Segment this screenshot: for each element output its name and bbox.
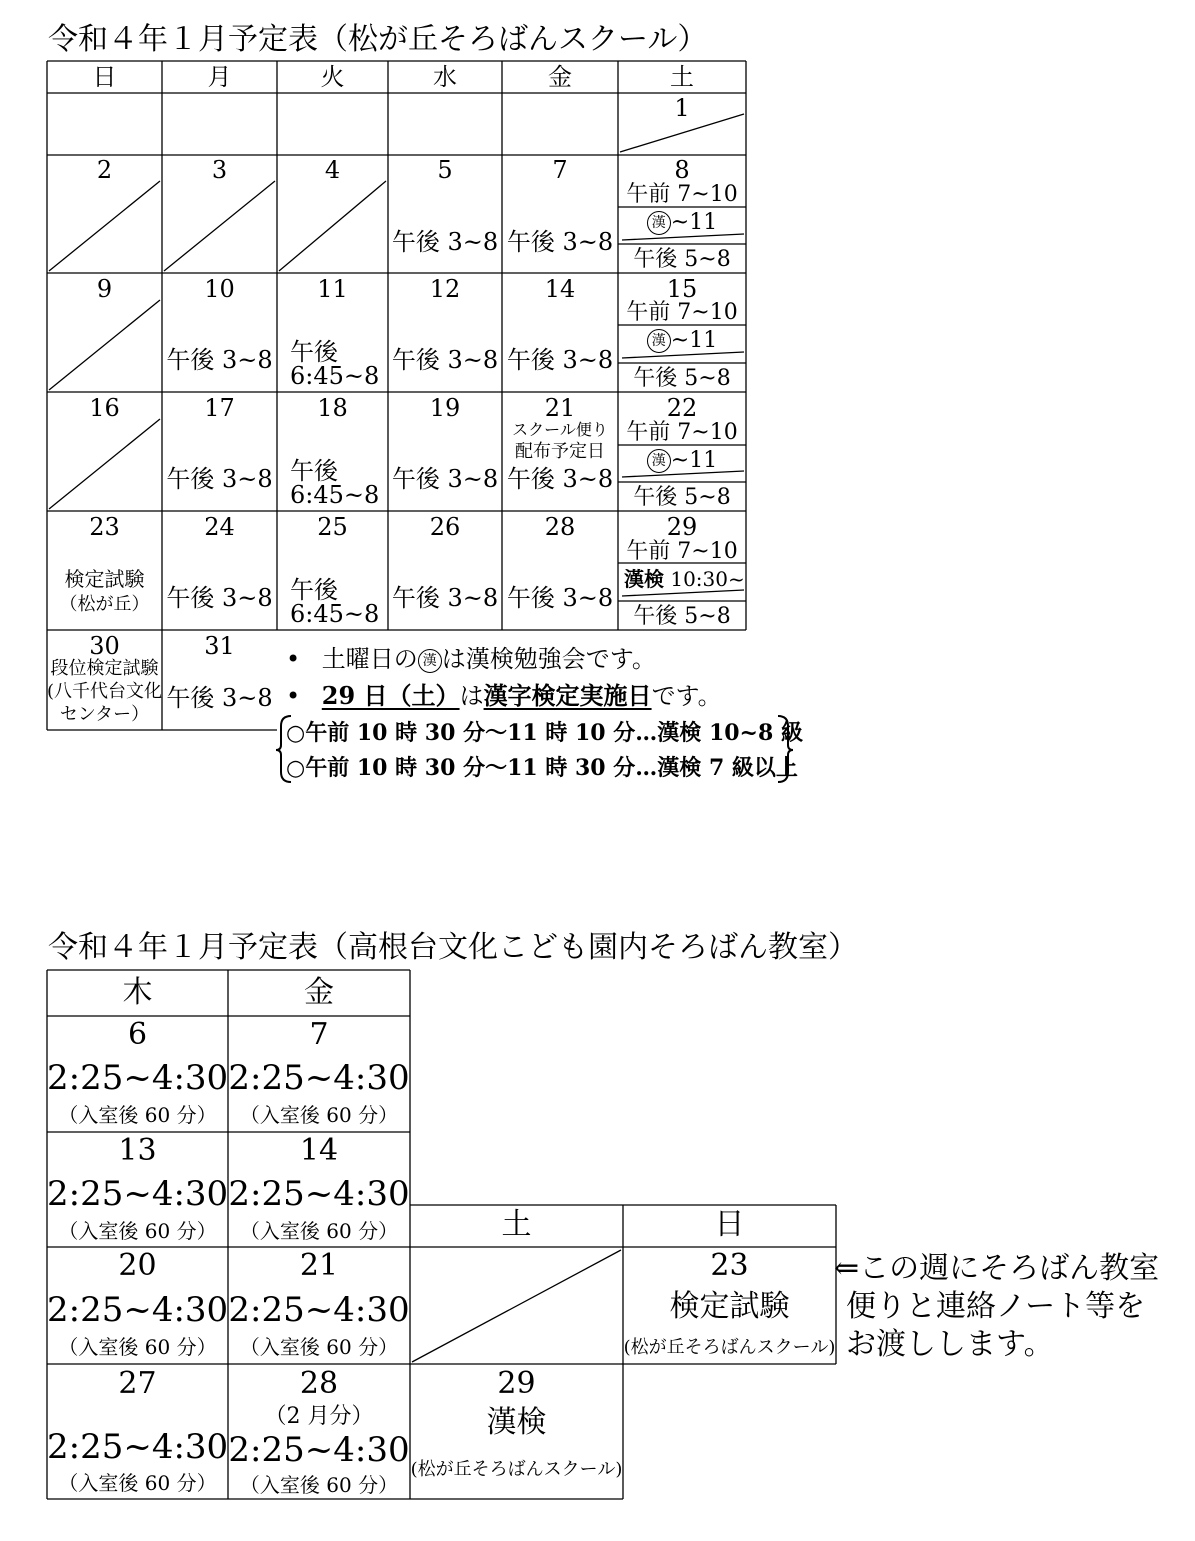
- header-sat-2: 土: [501, 1207, 532, 1242]
- note-2: • 29 日（土）は漢字検定実施日です。: [286, 681, 722, 710]
- d23-note-2: （松が丘）: [59, 594, 150, 615]
- day-23: 23: [89, 513, 120, 541]
- side-note-2: 便りと連絡ノート等を: [846, 1289, 1146, 1324]
- day-29: 29: [666, 513, 698, 541]
- header-sat: 土: [670, 63, 694, 91]
- d21-note-1: スクール便り: [512, 420, 608, 439]
- time-11-label: 午後: [290, 338, 338, 366]
- sat22-kan: 漢 ~11: [618, 448, 746, 474]
- day-30: 30: [89, 632, 120, 660]
- time-19: 午後 3~8: [391, 465, 499, 493]
- d23-note-1: 検定試験: [64, 567, 145, 591]
- circle-icon: ○: [286, 720, 306, 746]
- day-1: 1: [674, 94, 690, 122]
- c2-time-20: 2:25~4:30: [47, 1290, 229, 1330]
- c2-sub-27: （入室後 60 分）: [58, 1471, 217, 1495]
- time-14: 午後 3~8: [506, 346, 614, 374]
- time-24: 午後 3~8: [166, 584, 273, 612]
- time-12: 午後 3~8: [391, 346, 499, 374]
- c2-day-13: 13: [118, 1133, 157, 1168]
- sat29-am: 午前 7~10: [626, 539, 738, 564]
- time-7: 午後 3~8: [506, 228, 614, 256]
- day-15: 15: [666, 275, 698, 303]
- c2-day-7: 7: [309, 1017, 329, 1052]
- day-7: 7: [552, 156, 568, 184]
- kan-circle-icon: 漢: [647, 449, 671, 473]
- c2-time-21: 2:25~4:30: [228, 1290, 410, 1330]
- day-26: 26: [429, 513, 461, 541]
- day-4: 4: [324, 156, 341, 184]
- day-31: 31: [204, 632, 235, 660]
- c2-time-13: 2:25~4:30: [47, 1174, 229, 1214]
- c2-day-21: 21: [299, 1248, 339, 1283]
- day-8: 8: [674, 156, 690, 184]
- c2-text-29: 漢検: [486, 1405, 547, 1440]
- c2-sub-13: （入室後 60 分）: [58, 1219, 217, 1243]
- c2-feb-28: （2 月分）: [264, 1404, 374, 1429]
- day-19: 19: [429, 394, 461, 422]
- note-1: • 土曜日の 漢 は漢検勉強会です。: [286, 645, 656, 673]
- time-28: 午後 3~8: [506, 584, 614, 612]
- time-18-range: 6:45~8: [290, 481, 380, 509]
- sat8-am: 午前 7~10: [626, 182, 738, 207]
- day-16: 16: [89, 394, 120, 422]
- time-31: 午後 3~8: [166, 684, 273, 712]
- header-wed: 水: [433, 63, 457, 91]
- time-11-range: 6:45~8: [290, 362, 380, 390]
- c2-day-28: 28: [299, 1366, 339, 1401]
- c2-sub-29: (松が丘そろばんスクール): [410, 1459, 623, 1480]
- day-28: 28: [544, 513, 576, 541]
- day-3: 3: [211, 156, 228, 184]
- c2-time-27: 2:25~4:30: [47, 1427, 229, 1467]
- c2-day-20: 20: [118, 1248, 157, 1283]
- time-25-label: 午後: [290, 576, 338, 604]
- c2-day-23: 23: [710, 1248, 749, 1283]
- header-fri-2: 金: [304, 975, 334, 1010]
- c2-sub-6: （入室後 60 分）: [58, 1103, 217, 1127]
- side-note-1: ⇐この週にそろばん教室: [834, 1251, 1160, 1286]
- d30-note-3: センター）: [59, 704, 150, 725]
- c2-text-23: 検定試験: [669, 1289, 790, 1324]
- header-fri: 金: [548, 63, 572, 91]
- day-2: 2: [96, 156, 113, 184]
- day-24: 24: [204, 513, 235, 541]
- c2-time-28: 2:25~4:30: [228, 1430, 410, 1470]
- sat29-kanken: 漢検 10:30~: [624, 567, 745, 591]
- c2-sub-28: （入室後 60 分）: [239, 1473, 399, 1497]
- kan-circle-icon: 漢: [647, 211, 671, 235]
- note-3: ○午前 10 時 30 分～11 時 10 分…漢検 10~8 級: [286, 720, 803, 746]
- kan-circle-icon: 漢: [418, 649, 442, 673]
- c2-sub-14: （入室後 60 分）: [239, 1219, 399, 1243]
- sat15-kan: 漢 ~11: [618, 328, 746, 354]
- day-9: 9: [96, 275, 113, 303]
- time-5: 午後 3~8: [391, 228, 499, 256]
- day-17: 17: [204, 394, 235, 422]
- sat22-pm: 午後 5~8: [633, 485, 731, 510]
- day-11: 11: [317, 275, 348, 303]
- d30-note-2: (八千代台文化: [47, 681, 163, 702]
- sat22-am: 午前 7~10: [626, 420, 738, 445]
- circle-icon: ○: [286, 755, 306, 781]
- time-25-range: 6:45~8: [290, 600, 380, 628]
- c2-time-7: 2:25~4:30: [228, 1058, 410, 1098]
- c2-day-27: 27: [118, 1366, 157, 1401]
- header-sun: 日: [92, 63, 117, 91]
- time-10: 午後 3~8: [166, 346, 273, 374]
- note-4: ○午前 10 時 30 分～11 時 30 分…漢検 7 級以上: [286, 755, 798, 781]
- day-10: 10: [204, 275, 235, 303]
- c2-day-29: 29: [497, 1366, 536, 1401]
- kan-circle-icon: 漢: [647, 329, 671, 353]
- c2-sub-23: (松が丘そろばんスクール): [623, 1337, 836, 1358]
- header-thu: 木: [122, 975, 153, 1010]
- d30-note-1: 段位検定試験: [50, 658, 159, 679]
- time-21: 午後 3~8: [506, 465, 614, 493]
- day-14: 14: [544, 275, 576, 303]
- header-sun-2: 日: [714, 1207, 745, 1242]
- day-12: 12: [429, 275, 461, 303]
- day-18: 18: [317, 394, 348, 422]
- c2-day-6: 6: [127, 1017, 148, 1052]
- c2-sub-7: （入室後 60 分）: [239, 1103, 399, 1127]
- day-5: 5: [437, 156, 453, 184]
- sat8-pm: 午後 5~8: [633, 247, 731, 272]
- time-18-label: 午後: [290, 457, 338, 485]
- side-note-3: お渡しします。: [846, 1327, 1054, 1362]
- d21-note-2: 配布予定日: [515, 441, 605, 462]
- c2-time-14: 2:25~4:30: [228, 1174, 410, 1214]
- time-26: 午後 3~8: [391, 584, 499, 612]
- header-tue: 火: [320, 63, 345, 91]
- bullet-icon: •: [286, 645, 301, 673]
- sat29-pm: 午後 5~8: [633, 604, 731, 629]
- day-25: 25: [317, 513, 348, 541]
- day-21: 21: [544, 394, 576, 422]
- page-title-1: 令和４年１月予定表（松が丘そろばんスクール）: [48, 22, 708, 57]
- c2-sub-21: （入室後 60 分）: [239, 1335, 399, 1359]
- sat15-am: 午前 7~10: [626, 300, 738, 325]
- header-mon: 月: [207, 63, 232, 91]
- time-17: 午後 3~8: [166, 465, 273, 493]
- c2-day-14: 14: [299, 1133, 339, 1168]
- c2-time-6: 2:25~4:30: [47, 1058, 229, 1098]
- day-22: 22: [666, 394, 698, 422]
- sat8-kan: 漢 ~11: [618, 210, 746, 236]
- c2-sub-20: （入室後 60 分）: [58, 1335, 217, 1359]
- sat15-pm: 午後 5~8: [633, 366, 731, 391]
- page-title-2: 令和４年１月予定表（高根台文化こども園内そろばん教室）: [48, 930, 858, 965]
- bullet-icon: •: [286, 682, 301, 710]
